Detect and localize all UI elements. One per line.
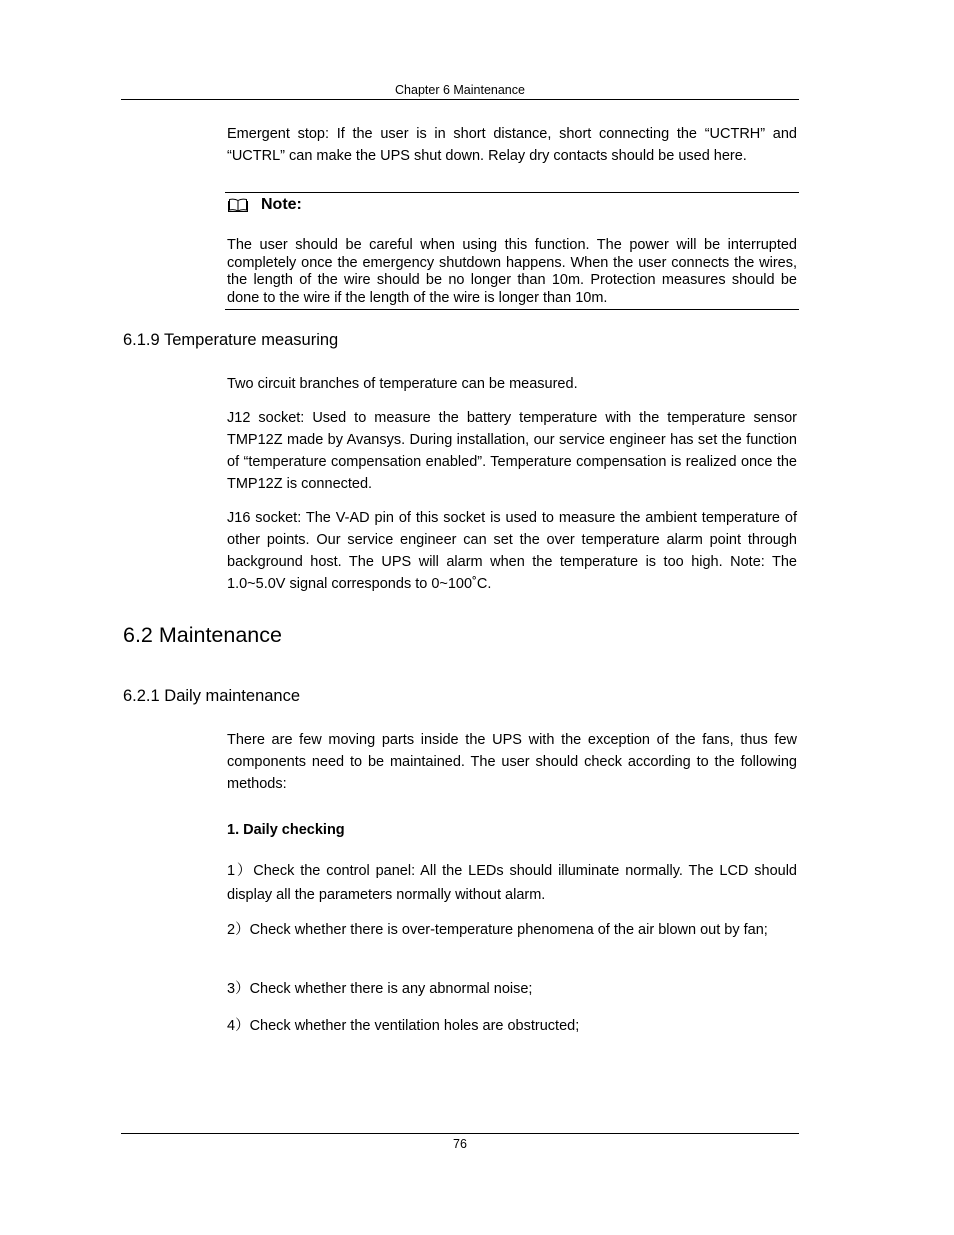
section-heading-6-2: 6.2 Maintenance bbox=[123, 623, 282, 647]
temperature-paragraph-j12: J12 socket: Used to measure the battery temperature with the temperature sensor TMP12Z made by Avansys. During installation, our service engineer has set the function of “temperature compensation enabled”. Temperature compensation is realized once the TMP12Z is connected. bbox=[227, 410, 797, 492]
page-number: 76 bbox=[453, 1137, 467, 1151]
section-heading-6-1-9: 6.1.9 Temperature measuring bbox=[123, 331, 339, 349]
daily-checking-heading: 1. Daily checking bbox=[227, 822, 345, 838]
list-item: 2）Check whether there is over-temperature phenomena of the air blown out by fan; bbox=[227, 922, 768, 938]
note-bottom-rule bbox=[225, 309, 799, 310]
note-top-rule bbox=[225, 192, 799, 193]
note-heading bbox=[228, 195, 302, 215]
page-header: Chapter 6 Maintenance bbox=[395, 83, 525, 97]
list-item: 1）Check the control panel: All the LEDs should illuminate normally. The LCD should display all the parameters normally without alarm. bbox=[227, 863, 797, 903]
list-item: 4）Check whether the ventilation holes are obstructed; bbox=[227, 1018, 580, 1034]
note-body: The user should be careful when using this function. The power will be interrupted completely once the emergency shutdown happens. When the user connects the wires, the length of the wire should be no longer than 10m. Protection measures should be done to the wire if the length of the wire is longer than 10m. bbox=[227, 237, 797, 306]
temperature-paragraph-j16: J16 socket: The V-AD pin of this socket is used to measure the ambient temperature of other points. Our service engineer can set the over temperature alarm point through background host. The UPS will alarm when the temperature is too high. Note: The 1.0~5.0V signal corresponds to 0~100˚C. bbox=[227, 510, 797, 592]
daily-maintenance-intro: There are few moving parts inside the UPS with the exception of the fans, thus few components need to be maintained. The user should check according to the following methods: bbox=[227, 732, 797, 792]
section-heading-6-2-1: 6.2.1 Daily maintenance bbox=[123, 687, 301, 705]
emergent-stop-paragraph: Emergent stop: If the user is in short distance, short connecting the “UCTRH” and “UCTRL” can make the UPS shut down. Relay dry contacts should be used here. bbox=[227, 126, 797, 164]
book-icon bbox=[228, 198, 248, 212]
header-rule bbox=[121, 99, 799, 100]
note-heading-label: Note: bbox=[261, 196, 302, 213]
temperature-paragraph-1: Two circuit branches of temperature can be measured. bbox=[227, 376, 578, 392]
footer-rule bbox=[121, 1133, 799, 1134]
list-item: 3）Check whether there is any abnormal noise; bbox=[227, 981, 533, 997]
